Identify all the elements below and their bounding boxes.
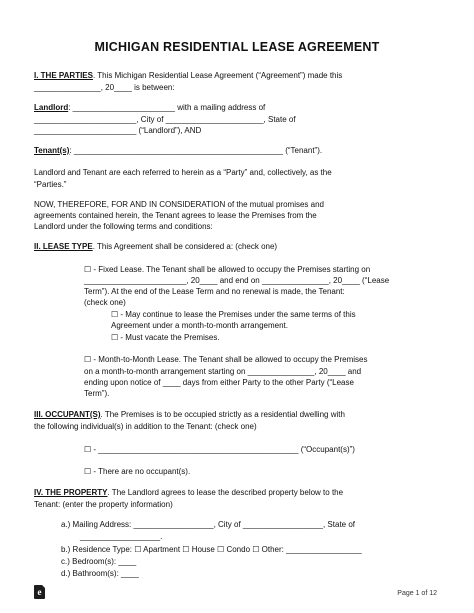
renewal-option1-line2: Agreement under a month-to-month arrangement.	[111, 321, 288, 330]
property-heading: IV. THE PROPERTY	[34, 488, 108, 497]
month-to-month-line4: Term”).	[84, 389, 110, 398]
occupants-option2: ☐ - There are no occupant(s).	[84, 467, 191, 476]
fixed-lease-line1: ☐ - Fixed Lease. The Tenant shall be allowed to occupy the Premises starting on	[84, 265, 371, 274]
property-state-line: __________________.	[80, 532, 163, 541]
consideration-line3: Landlord under the following terms and conditions:	[34, 222, 213, 231]
tenant-text: : _______________________________________________ (“Tenant”).	[69, 146, 323, 155]
occupants-line2: the following individual(s) in addition to the Tenant: (check one)	[34, 422, 257, 431]
property-bathrooms: d.) Bathroom(s): ____	[61, 569, 139, 578]
fixed-lease-line2: _______________________, 20____ and end on _______________, 20____ (“Lease	[84, 276, 390, 285]
consideration-line1: NOW, THEREFORE, FOR AND IN CONSIDERATION of the mutual promises and	[34, 200, 324, 209]
property-mailing-address: a.) Mailing Address: __________________, City of __________________, State of	[61, 520, 356, 529]
occupants-option1: ☐ - _____________________________________________ (“Occupant(s)”)	[84, 445, 355, 454]
property-line1	[34, 488, 343, 498]
parties-paragraph-line2: _______________, 20____ is between:	[34, 83, 175, 92]
landlord-line3: _______________________ (“Landlord”), AND	[34, 126, 202, 135]
landlord-line2: _______________________, City of ______________________, State of	[34, 115, 296, 124]
property-residence-type: b.) Residence Type: ☐ Apartment ☐ House ☐ Condo ☐ Other: _________________	[61, 545, 362, 554]
lease-type-heading: II. LEASE TYPE	[34, 242, 93, 251]
renewal-option2: ☐ - Must vacate the Premises.	[111, 333, 220, 342]
lease-type-line	[34, 242, 277, 252]
fixed-lease-line4: (check one)	[84, 298, 126, 307]
parties-text: . This Michigan Residential Lease Agreement (“Agreement”) made this	[92, 71, 343, 80]
month-to-month-line3: ending upon notice of ____ days from either Party to the other Party (“Lease	[84, 378, 354, 387]
occupants-heading: III. OCCUPANT(S)	[34, 410, 101, 419]
tenant-line	[34, 146, 322, 156]
eforms-logo-icon	[34, 585, 45, 599]
occupants-text: . The Premises is to be occupied strictly as a residential dwelling with	[100, 410, 345, 419]
logo-letter: e	[37, 587, 42, 597]
parties-referred-line1: Landlord and Tenant are each referred to herein as a “Party” and, collectively, as the	[34, 168, 332, 177]
consideration-line2: agreements contained herein, the Tenant agrees to lease the Premises from the	[34, 211, 317, 220]
parties-paragraph-line1	[34, 71, 342, 81]
parties-referred-line2: “Parties.”	[34, 180, 67, 189]
document-title: MICHIGAN RESIDENTIAL LEASE AGREEMENT	[94, 40, 380, 54]
landlord-text: : _______________________ with a mailing address of	[68, 103, 266, 112]
landlord-label: Landlord	[34, 103, 69, 112]
month-to-month-line1: ☐ - Month-to-Month Lease. The Tenant shall be allowed to occupy the Premises	[84, 355, 368, 364]
page-number: Page 1 of 12	[397, 590, 437, 597]
month-to-month-line2: on a month-to-month arrangement starting on _______________, 20____ and	[84, 367, 362, 376]
renewal-option1-line1: ☐ - May continue to lease the Premises under the same terms of this	[111, 310, 356, 319]
property-bedrooms: c.) Bedroom(s): ____	[61, 557, 137, 566]
occupants-line1	[34, 410, 345, 420]
fixed-lease-line3: Term”). At the end of the Lease Term and no renewal is made, the Tenant:	[84, 287, 345, 296]
parties-heading: I. THE PARTIES	[34, 71, 93, 80]
landlord-line1	[34, 103, 265, 113]
property-text: . The Landlord agrees to lease the described property below to the	[107, 488, 344, 497]
property-line2: Tenant: (enter the property information)	[34, 500, 173, 509]
tenant-label: Tenant(s)	[34, 146, 70, 155]
lease-type-intro: . This Agreement shall be considered a: (check one)	[92, 242, 278, 251]
